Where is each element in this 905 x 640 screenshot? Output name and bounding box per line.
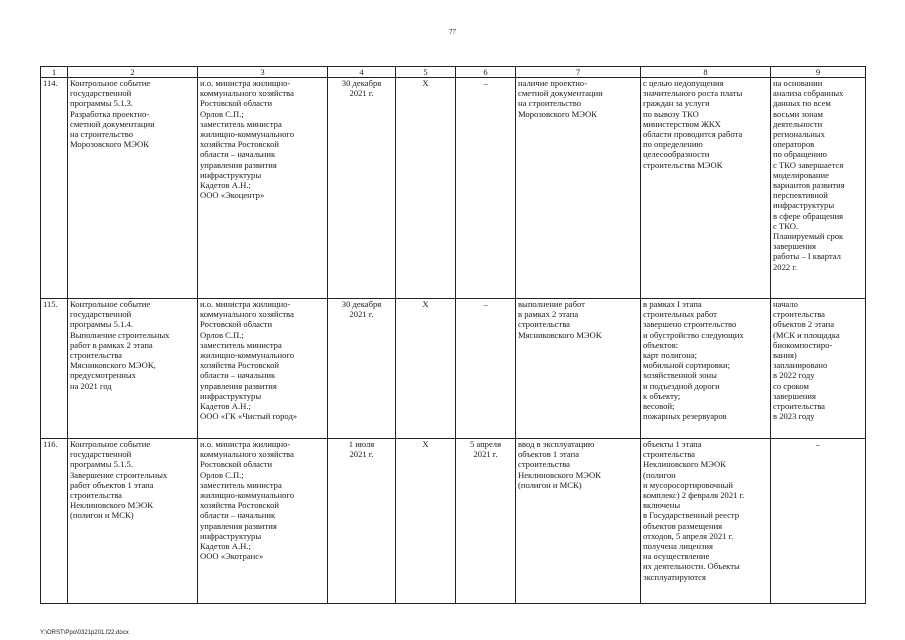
report-table [40,66,866,604]
col6-cell: 5 апреля 2021 г. [456,439,516,604]
planned-date-cell: 1 июля 2021 г. [328,439,396,604]
planned-date-cell: 30 декабря 2021 г. [328,299,396,439]
responsible-cell: и.о. министра жилищно- коммунального хозяйства Ростовской области Орлов С.П.; заместитель министра жилищно-коммунального хозяйства Ростовской области – начальник управления развития инфраструктуры Кадетов А.Н.; ООО «ГК «Чистый город» [198,299,328,439]
responsible-cell: и.о. министра жилищно- коммунального хозяйства Ростовской области Орлов С.П.; заместитель министра жилищно-коммунального хозяйства Ростовской области – начальник управления развития инфраструктуры Кадетов А.Н.; ООО «Экоцентр» [198,78,328,299]
result-cell: выполнение работ в рамках 2 этапа строительства Мясниковского МЭОК [516,299,641,439]
responsible-cell: и.о. министра жилищно- коммунального хозяйства Ростовской области Орлов С.П.; заместитель министра жилищно-коммунального хозяйства Ростовской области – начальник управления развития инфраструктуры Кадетов А.Н.; ООО «Экотранс» [198,439,328,604]
column-header: 4 [328,67,396,78]
result-cell: ввод в эксплуатацию объектов 1 этапа строительства Неклиновского МЭОК (полигон и МСК) [516,439,641,604]
column-header: 1 [41,67,68,78]
row-number: 116. [41,439,68,604]
column-header: 9 [771,67,866,78]
col5-cell: Х [396,439,456,604]
notes-cell: начало строительства объектов 2 этапа (МСК и площадка биокомпостиро- вания) запланировано в 2022 году со сроком завершения строительства в 2023 году [771,299,866,439]
table-row [41,78,866,299]
event-cell: Контрольное событие государственной программы 5.1.3. Разработка проектно- сметной документации на строительство Морозовского МЭОК [68,78,198,299]
col5-cell: Х [396,299,456,439]
row-number: 114. [41,78,68,299]
page-number: 77 [449,28,456,36]
col5-cell: Х [396,78,456,299]
row-number: 115. [41,299,68,439]
header-row [41,67,866,78]
column-header: 7 [516,67,641,78]
column-header: 2 [68,67,198,78]
column-header: 3 [198,67,328,78]
info-cell: с целью недопущения значительного роста платы граждан за услуги по вывозу ТКО министерством ЖКХ области проводится работа по определению целесообразности строительства МЭОК [641,78,771,299]
table-row [41,439,866,604]
planned-date-cell: 30 декабря 2021 г. [328,78,396,299]
info-cell: объекты 1 этапа строительства Неклиновского МЭОК (полигон и мусоросортировочный комплекс) 2 февраля 2021 г. включены в Государственный реестр объектов размещения отходов, 5 апреля 2021 г. получена лицензия на осуществление их деятельности. Объекты эксплуатируются [641,439,771,604]
event-cell: Контрольное событие государственной программы 5.1.4. Выполнение строительных работ в рамках 2 этапа строительства Мясниковского МЭОК, предусмотренных на 2021 год [68,299,198,439]
notes-cell: на основании анализа собранных данных по всем восьми зонам деятельности региональных операторов по обращению с ТКО завершается моделирование вариантов развития перспективной инфраструктуры в сфере обращения с ТКО. Планируемый срок завершения работы – I квартал 2022 г. [771,78,866,299]
info-cell: в рамках I этапа строительных работ завершено строительство и обустройство следующих объектов: карт полигона; мобильной сортировки; хозяйственной зоны и подъездной дороги к объекту; весовой; пожарных резервуаров [641,299,771,439]
file-path-footer: Y:\ORST\Ppo\0321p201.f22.docx [40,630,129,636]
col6-cell: – [456,299,516,439]
column-header: 8 [641,67,771,78]
notes-cell: – [771,439,866,604]
event-cell: Контрольное событие государственной программы 5.1.5. Завершение строительных работ объектов 1 этапа строительства Неклиновского МЭОК (полигон и МСК) [68,439,198,604]
table-row [41,299,866,439]
col6-cell: – [456,78,516,299]
column-header: 5 [396,67,456,78]
result-cell: наличие проектно- сметной документации на строительство Морозовского МЭОК [516,78,641,299]
column-header: 6 [456,67,516,78]
